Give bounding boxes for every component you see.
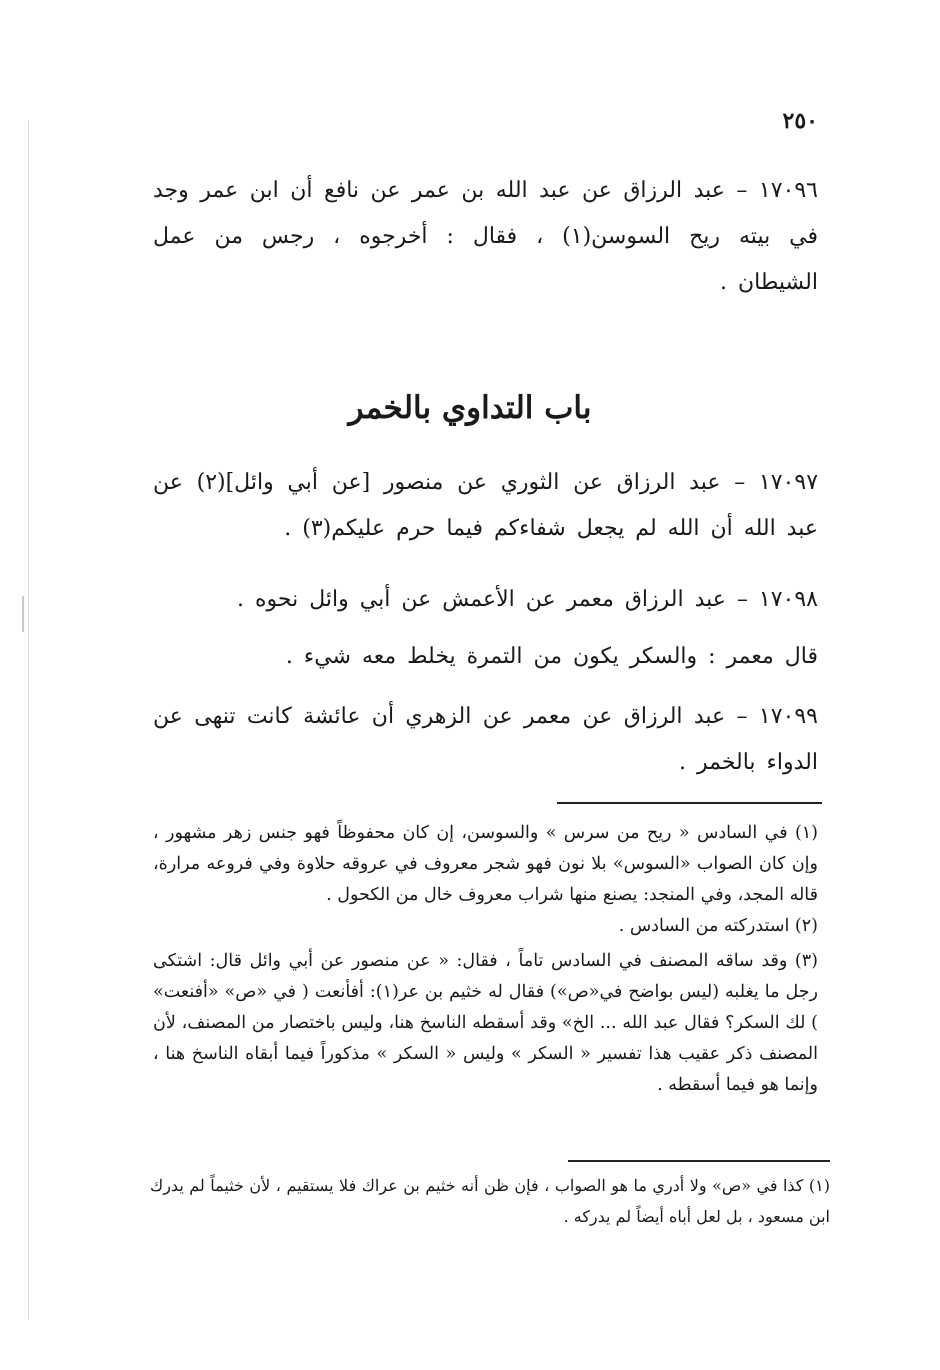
subnote: (١) كذا في «ص» ولا أدري ما هو الصواب ، فإن ظن أنه خثيم بن عراك فلا يستقيم ، لأن خثيماً لم يدرك ابن مسعود ، بل لعل أباه أيضاً لم يدركه . xyxy=(150,1176,830,1226)
footnote-3: (٣) وقد ساقه المصنف في السادس تاماً ، فقال: « عن منصور عن أبي وائل قال: اشتكى رجل ما يغلبه (ليس بواضح في«ص») فقال له خثيم بن عر(١): أفأنعت ( في «ص» «أفنعت» ) لك السكر؟ فقال عبد الله ... الخ» وقد أسقطه الناسخ هنا، وليس باختصار من المصنف، لأن المصنف ذكر عقيب هذا تفسير « السكر » وليس « السكر » مذكوراً فيما أبقاه الناسخ هنا ، وإنما هو فيما أسقطه . xyxy=(153,951,819,1095)
hadith-17098: ١٧٠٩٨ – عبد الرزاق معمر عن الأعمش عن أبي وائل نحوه . xyxy=(237,587,818,612)
hadith-17096: ١٧٠٩٦ – عبد الرزاق عن عبد الله بن عمر عن نافع أن ابن عمر وجد في بيته ريح السوسن(١) ، فقال : أخرجوه ، رجس من عمل الشيطان . xyxy=(153,178,818,295)
scan-edge-line xyxy=(28,120,29,1320)
footnotes xyxy=(153,818,818,1101)
hadith-17098-note: قال معمر : والسكر يكون من التمرة يخلط معه شيء . xyxy=(285,644,818,669)
chapter-title: باب التداوي بالخمر xyxy=(348,390,592,426)
page-number: ٢٥٠ xyxy=(782,108,818,134)
subnote-separator xyxy=(568,1160,830,1162)
footnote-1: (١) في السادس « ريح من سرس » والسوسن، إن كان محفوظاً فهو جنس زهر مشهور ، وإن كان الصواب «السوس» بلا نون فهو شجر معروف في عروقه حلاوة وفي فروعه مرارة، قاله المجد، وفي المنجد: يصنع منها شراب معروف خال من الكحول . xyxy=(153,823,818,905)
hadith-17099: ١٧٠٩٩ – عبد الرزاق عن معمر عن الزهري أن عائشة كانت تنهى عن الدواء بالخمر . xyxy=(153,704,818,775)
footnote-2: (٢) استدركته من السادس . xyxy=(618,916,818,936)
scan-mark xyxy=(22,596,24,632)
footnote-separator xyxy=(557,802,822,804)
hadith-17097: ١٧٠٩٧ – عبد الرزاق عن الثوري عن منصور [عن أبي وائل](٢) عن عبد الله أن الله لم يجعل شفاءكم فيما حرم عليكم(٣) . xyxy=(153,470,819,541)
